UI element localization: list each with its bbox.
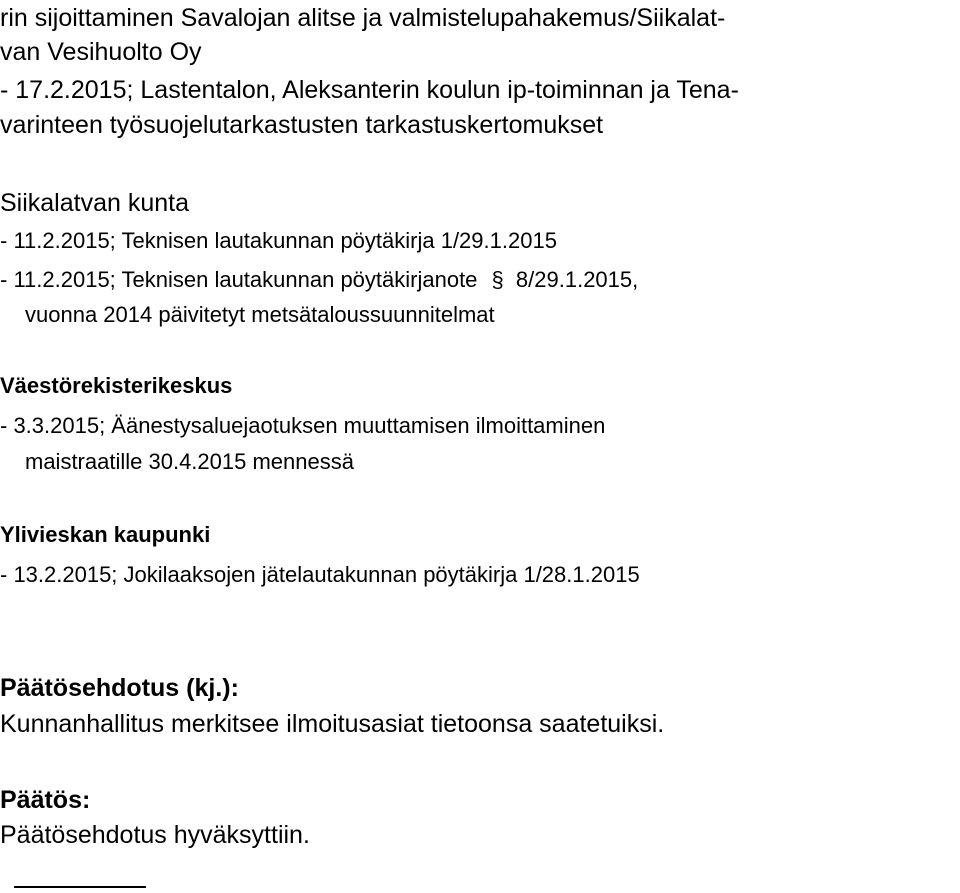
list-item: - 3.3.2015; Äänestysaluejaotuksen muuttamisen ilmoittaminen <box>0 413 606 438</box>
list-item-continuation: maistraatille 30.4.2015 mennessä <box>25 449 354 474</box>
section-heading: Väestörekisterikeskus <box>0 373 233 398</box>
list-item-suffix: 8/29.1.2015, <box>515 267 639 292</box>
list-item: - 11.2.2015; Teknisen lautakunnan pöytäkirja 1/29.1.2015 <box>0 228 557 253</box>
section-heading: Siikalatvan kunta <box>0 189 190 217</box>
section-sign: § <box>491 267 504 292</box>
proposal-heading: Päätösehdotus (kj.): <box>0 674 239 702</box>
decision-text: Päätösehdotus hyväksyttiin. <box>0 821 310 849</box>
list-item-prefix: - 11.2.2015; Teknisen lautakunnan pöytäkirjanote <box>0 267 478 292</box>
proposal-text: Kunnanhallitus merkitsee ilmoitusasiat tietoonsa saatetuiksi. <box>0 710 665 738</box>
signature-rule <box>14 886 146 888</box>
text-line: rin sijoittaminen Savalojan alitse ja valmistelupahakemus/Siikalat- <box>0 4 726 32</box>
section-heading: Ylivieskan kaupunki <box>0 522 211 547</box>
list-item-continuation: vuonna 2014 päivitetyt metsätaloussuunnitelmat <box>25 302 495 327</box>
list-item <box>0 266 638 294</box>
list-item: - 17.2.2015; Lastentalon, Aleksanterin koulun ip-toiminnan ja Tena- <box>0 76 739 104</box>
list-item: - 13.2.2015; Jokilaaksojen jätelautakunnan pöytäkirja 1/28.1.2015 <box>0 562 640 587</box>
text-line: van Vesihuolto Oy <box>0 38 202 66</box>
list-item-continuation: varinteen työsuojelutarkastusten tarkastuskertomukset <box>0 111 604 139</box>
decision-heading: Päätös: <box>0 786 91 814</box>
